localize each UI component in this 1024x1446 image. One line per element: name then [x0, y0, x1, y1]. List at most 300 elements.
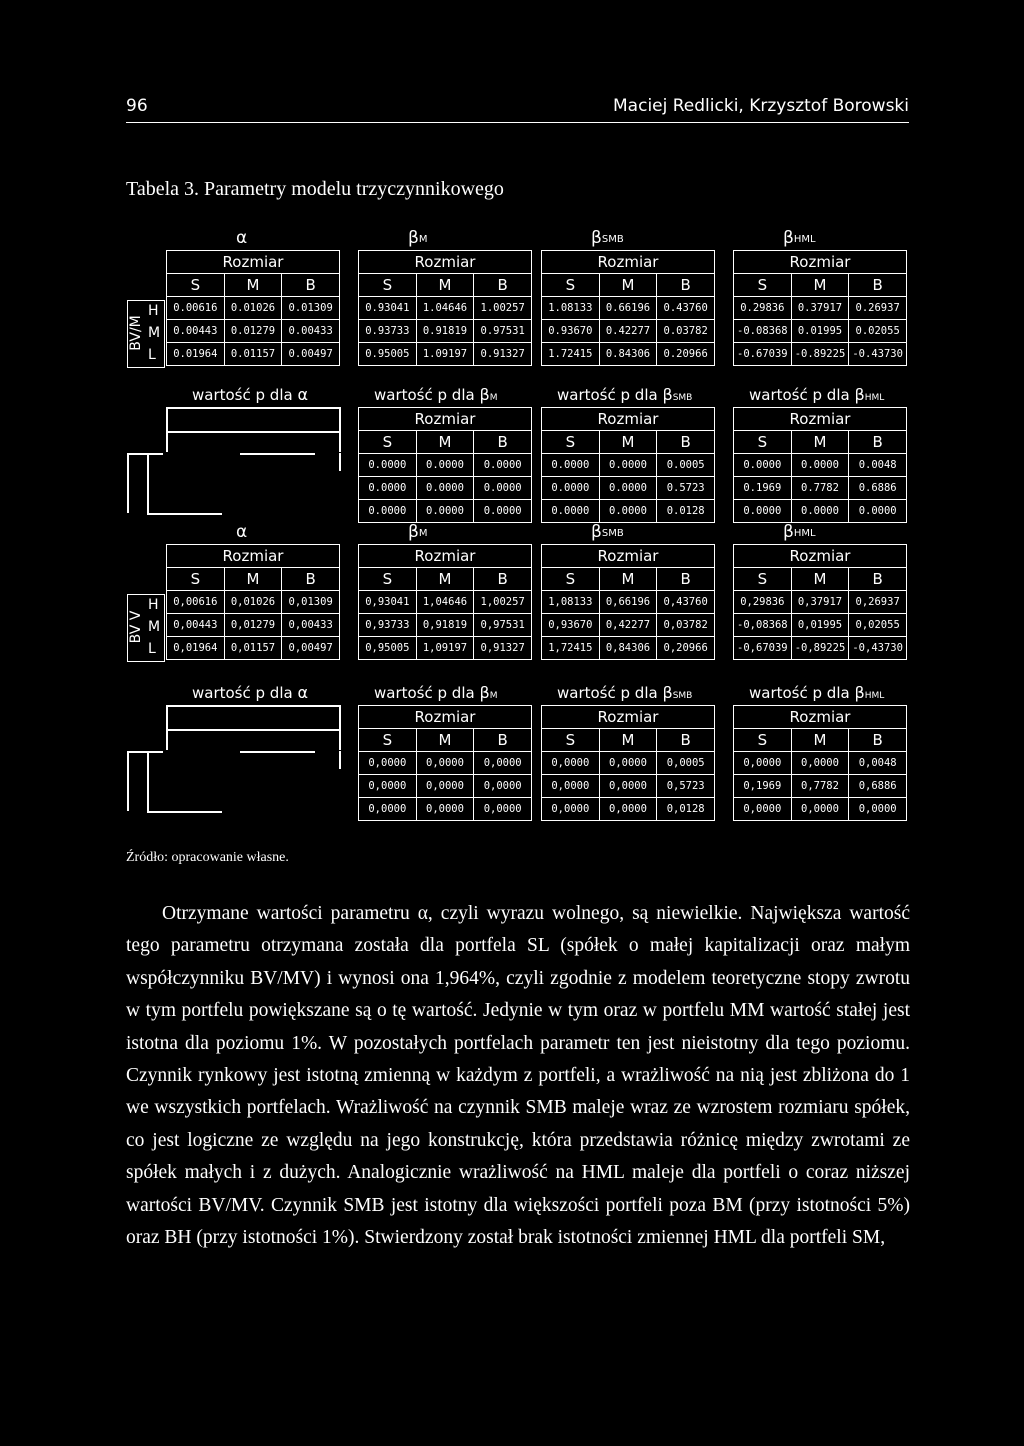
- bvmv-label: BV/M: [128, 315, 144, 351]
- bracket-line: [127, 751, 129, 811]
- table-cell: 0.20966: [657, 343, 715, 366]
- table-cell: 0,01964: [167, 637, 225, 660]
- table-cell: 0.0000: [359, 477, 417, 500]
- pvalue-alpha-frame-top: [166, 407, 340, 409]
- row-label-h: H: [148, 303, 159, 319]
- table-row: [167, 343, 340, 366]
- table-row: [734, 500, 907, 523]
- table-row: [542, 343, 715, 366]
- size-row: [542, 274, 715, 297]
- table-cell: 0,97531: [474, 614, 532, 637]
- size-b: B: [657, 729, 715, 752]
- size-m: M: [416, 431, 474, 454]
- pvalue-alpha-frame-right: [339, 705, 341, 750]
- bracket-line: [240, 453, 315, 455]
- table-cell: 0.7782: [791, 477, 849, 500]
- body-text: [126, 898, 910, 1254]
- table-cell: 0,0048: [849, 752, 907, 775]
- table-cell: 0.93670: [542, 320, 600, 343]
- row-label-m: M: [148, 619, 161, 635]
- table-row: [542, 454, 715, 477]
- size-s: S: [734, 431, 792, 454]
- rozmiar-header: Rozmiar: [359, 408, 532, 431]
- table-cell: 0,0000: [359, 798, 417, 821]
- table-row: [542, 320, 715, 343]
- size-s: S: [167, 568, 225, 591]
- pvalue-title-beta_smb: wartość p dla βSMB: [557, 683, 693, 702]
- size-s: S: [542, 431, 600, 454]
- table-cell: 0,93670: [542, 614, 600, 637]
- pvalue-alpha-frame-right2: [339, 453, 341, 471]
- table-cell: 0,0000: [542, 798, 600, 821]
- table-cell: 0.26937: [849, 297, 907, 320]
- table-cell: 0.0000: [474, 454, 532, 477]
- rozmiar-header: Rozmiar: [734, 706, 907, 729]
- size-b: B: [474, 568, 532, 591]
- size-s: S: [734, 729, 792, 752]
- size-row: [734, 431, 907, 454]
- header-row: [734, 706, 907, 729]
- header-row: [542, 706, 715, 729]
- table-cell: 0,0000: [734, 798, 792, 821]
- size-b: B: [849, 568, 907, 591]
- table-cell: -0.67039: [734, 343, 792, 366]
- size-row: [734, 729, 907, 752]
- table-cell: 0,0000: [474, 752, 532, 775]
- table-cell: 0.0000: [542, 454, 600, 477]
- param-symbol-beta_hml: $\beta_{HML}$: [783, 522, 816, 542]
- table-cell: 1.04646: [416, 297, 474, 320]
- table-cell: -0,89225: [791, 637, 849, 660]
- table-cell: 0.95005: [359, 343, 417, 366]
- table-cell: -0.08368: [734, 320, 792, 343]
- size-b: B: [849, 274, 907, 297]
- table-cell: 0,0000: [542, 775, 600, 798]
- table-row: [734, 454, 907, 477]
- rozmiar-header: Rozmiar: [167, 251, 340, 274]
- param-table-beta_m: [358, 250, 532, 366]
- param-symbol-beta_m: $\beta_M$: [408, 228, 428, 248]
- size-m: M: [224, 568, 282, 591]
- table-cell: 0.84306: [599, 343, 657, 366]
- header-row: [542, 545, 715, 568]
- table-row: [359, 752, 532, 775]
- table-cell: 0.0000: [791, 500, 849, 523]
- table-cell: 0,01309: [282, 591, 340, 614]
- table-cell: 0,93041: [359, 591, 417, 614]
- table-cell: 0.0048: [849, 454, 907, 477]
- table-cell: 0,0128: [657, 798, 715, 821]
- table-cell: -0,43730: [849, 637, 907, 660]
- table-cell: 0,5723: [657, 775, 715, 798]
- table-cell: 0.0000: [416, 454, 474, 477]
- pvalue-title-beta_hml: wartość p dla βHML: [749, 385, 885, 404]
- size-s: S: [734, 568, 792, 591]
- param-table-alpha: [166, 544, 340, 660]
- table-cell: 0.00443: [167, 320, 225, 343]
- size-row: [167, 568, 340, 591]
- table-cell: 0,0005: [657, 752, 715, 775]
- size-s: S: [359, 568, 417, 591]
- table-cell: 0.0000: [849, 500, 907, 523]
- size-b: B: [657, 568, 715, 591]
- table-row: [359, 477, 532, 500]
- table-cell: 0.0000: [542, 477, 600, 500]
- pvalue-alpha-frame-mid: [166, 729, 340, 731]
- size-m: M: [416, 274, 474, 297]
- bracket-line: [147, 453, 149, 513]
- table-row: [359, 614, 532, 637]
- pvalue-title-beta_m: wartość p dla βM: [374, 385, 498, 404]
- header-row: [359, 251, 532, 274]
- table-row: [167, 297, 340, 320]
- table-cell: 0,6886: [849, 775, 907, 798]
- rozmiar-header: Rozmiar: [359, 706, 532, 729]
- table-cell: 0,29836: [734, 591, 792, 614]
- table-cell: 0.01157: [224, 343, 282, 366]
- pvalue-title-beta_m: wartość p dla βM: [374, 683, 498, 702]
- table-cell: 0,00443: [167, 614, 225, 637]
- size-row: [359, 729, 532, 752]
- table-cell: 0,01995: [791, 614, 849, 637]
- rozmiar-header: Rozmiar: [542, 706, 715, 729]
- table-cell: 0.43760: [657, 297, 715, 320]
- table-cell: 1.08133: [542, 297, 600, 320]
- table-cell: 0.0000: [734, 454, 792, 477]
- table-row: [359, 591, 532, 614]
- table-cell: -0,67039: [734, 637, 792, 660]
- table-cell: 1,09197: [416, 637, 474, 660]
- bracket-line: [127, 453, 129, 513]
- rozmiar-header: Rozmiar: [734, 408, 907, 431]
- table-cell: 0.00433: [282, 320, 340, 343]
- table-cell: 0,93733: [359, 614, 417, 637]
- table-row: [167, 637, 340, 660]
- table-cell: 0.00497: [282, 343, 340, 366]
- table-cell: -0,08368: [734, 614, 792, 637]
- table-row: [734, 775, 907, 798]
- table-cell: 0,0000: [734, 752, 792, 775]
- table-cell: 0,01026: [224, 591, 282, 614]
- table-cell: 0,03782: [657, 614, 715, 637]
- table-cell: 0.0000: [416, 477, 474, 500]
- table-row: [734, 343, 907, 366]
- param-table-alpha: [166, 250, 340, 366]
- table-row: [359, 775, 532, 798]
- page-number: 96: [126, 96, 148, 116]
- rozmiar-header: Rozmiar: [734, 251, 907, 274]
- table-cell: 0.01995: [791, 320, 849, 343]
- pvalue-title-alpha: wartość p dla α: [192, 385, 309, 404]
- rozmiar-header: Rozmiar: [542, 408, 715, 431]
- table-row: [359, 343, 532, 366]
- pvalue-alpha-frame-mid: [166, 431, 340, 433]
- bracket-line: [127, 751, 163, 753]
- table-cell: 0.93041: [359, 297, 417, 320]
- table-cell: 1,08133: [542, 591, 600, 614]
- rozmiar-header: Rozmiar: [167, 545, 340, 568]
- size-row: [542, 431, 715, 454]
- size-b: B: [474, 431, 532, 454]
- pvalue-table-beta_m: [358, 407, 532, 523]
- bvmv-label: BV V: [128, 610, 144, 644]
- size-m: M: [791, 729, 849, 752]
- size-m: M: [791, 431, 849, 454]
- table-row: [542, 798, 715, 821]
- table-row: [734, 297, 907, 320]
- table-row: [542, 775, 715, 798]
- header-row: [542, 408, 715, 431]
- rozmiar-header: Rozmiar: [542, 545, 715, 568]
- param-table-beta_hml: [733, 250, 907, 366]
- table-row: [359, 500, 532, 523]
- size-m: M: [599, 274, 657, 297]
- size-s: S: [542, 729, 600, 752]
- table-cell: 0.0000: [542, 500, 600, 523]
- table-row: [734, 591, 907, 614]
- table-cell: 1,00257: [474, 591, 532, 614]
- pvalue-alpha-frame-top: [166, 705, 340, 707]
- source-note: Źródło: opracowanie własne.: [126, 850, 289, 865]
- table-cell: 1,04646: [416, 591, 474, 614]
- table-cell: 0,0000: [599, 798, 657, 821]
- size-s: S: [542, 274, 600, 297]
- table-cell: 0.01279: [224, 320, 282, 343]
- size-b: B: [849, 431, 907, 454]
- table-cell: 0,0000: [359, 752, 417, 775]
- bracket-line: [147, 513, 222, 515]
- table-row: [359, 798, 532, 821]
- header-row: [734, 545, 907, 568]
- table-cell: 0,0000: [416, 752, 474, 775]
- pvalue-alpha-frame-left: [166, 407, 168, 452]
- table-cell: 1.72415: [542, 343, 600, 366]
- table-cell: 0.0000: [599, 454, 657, 477]
- table-row: [734, 798, 907, 821]
- table-row: [167, 591, 340, 614]
- param-table-beta_hml: [733, 544, 907, 660]
- size-b: B: [282, 274, 340, 297]
- param-symbol-beta_m: $\beta_M$: [408, 522, 428, 542]
- table-cell: 0.0000: [474, 477, 532, 500]
- table-cell: 0.00616: [167, 297, 225, 320]
- body-paragraph: Otrzymane wartości parametru α, czyli wyrazu wolnego, są niewielkie. Największa wartość tego parametru otrzymana została dla portfela SL (spółek o małej kapitalizacji oraz małym współczynniku BV/MV) i wynosi ona 1,964%, czyli zgodnie z modelem teoretyczne stopy zwrotu w tym portfelu powiększane są o tę wartość. Jedynie w tym oraz w portfelu MM wartość stałej jest istotna dla poziomu 1%. W pozostałych portfelach parametr ten jest nieistotny dla tego poziomu. Czynnik rynkowy jest istotną zmienną w każdym z portfeli, a wrażliwość na nią jest zbliżona do 1 we wszystkich portfelach. Wrażliwość na czynnik SMB maleje wraz ze wzrostem rozmiaru spółek, co jest logiczne ze względu na jego konstrukcję, która przedstawia różnicę między zwrotami ze spółek małych i z dużych. Analogicznie wrażliwość na HML maleje dla portfeli o coraz niższej wartości BV/MV. Czynnik SMB jest istotny dla większości portfeli poza BM (przy istotności 5%) oraz BH (przy istotności 1%). Stwierdzony został brak istotności zmiennej HML dla portfeli SM,: [126, 903, 910, 1249]
- pvalue-table-beta_smb: [541, 705, 715, 821]
- size-b: B: [849, 729, 907, 752]
- table-cell: 0.29836: [734, 297, 792, 320]
- table-row: [734, 637, 907, 660]
- size-m: M: [224, 274, 282, 297]
- size-m: M: [416, 729, 474, 752]
- param-symbol-beta_smb: $\beta_{SMB}$: [591, 522, 624, 542]
- table-row: [542, 477, 715, 500]
- table-cell: 0,84306: [599, 637, 657, 660]
- table-row: [542, 614, 715, 637]
- table-row: [734, 614, 907, 637]
- table-cell: 0.42277: [599, 320, 657, 343]
- table-cell: 0,26937: [849, 591, 907, 614]
- table-cell: 0,42277: [599, 614, 657, 637]
- table-cell: 0,0000: [849, 798, 907, 821]
- table-cell: 0.0128: [657, 500, 715, 523]
- bracket-line: [240, 751, 315, 753]
- rozmiar-header: Rozmiar: [359, 251, 532, 274]
- size-row: [542, 568, 715, 591]
- table-caption: Tabela 3. Parametry modelu trzyczynnikowego: [126, 178, 504, 200]
- table-row: [359, 454, 532, 477]
- table-row: [734, 477, 907, 500]
- table-cell: 0.01026: [224, 297, 282, 320]
- table-row: [542, 500, 715, 523]
- size-row: [542, 729, 715, 752]
- size-s: S: [359, 729, 417, 752]
- table-row: [359, 637, 532, 660]
- size-m: M: [599, 431, 657, 454]
- table-cell: 0.0005: [657, 454, 715, 477]
- table-cell: 0,0000: [416, 798, 474, 821]
- table-cell: 0,01279: [224, 614, 282, 637]
- table-row: [167, 320, 340, 343]
- table-cell: 0,0000: [474, 798, 532, 821]
- header-row: [167, 545, 340, 568]
- table-cell: -0.43730: [849, 343, 907, 366]
- table-cell: 0.01309: [282, 297, 340, 320]
- header-row: [734, 408, 907, 431]
- param-symbol-beta_smb: $\beta_{SMB}$: [591, 228, 624, 248]
- table-cell: 0.02055: [849, 320, 907, 343]
- table-cell: 0,43760: [657, 591, 715, 614]
- table-cell: 0,20966: [657, 637, 715, 660]
- table-cell: 0,0000: [599, 752, 657, 775]
- pvalue-alpha-frame-right: [339, 407, 341, 452]
- size-row: [734, 568, 907, 591]
- table-cell: 0,00497: [282, 637, 340, 660]
- pvalue-title-beta_smb: wartość p dla βSMB: [557, 385, 693, 404]
- table-cell: 0.91819: [416, 320, 474, 343]
- table-cell: 0,0000: [791, 752, 849, 775]
- table-cell: 1,72415: [542, 637, 600, 660]
- bracket-line: [147, 811, 222, 813]
- param-table-beta_smb: [541, 250, 715, 366]
- table-cell: 0,91819: [416, 614, 474, 637]
- size-s: S: [542, 568, 600, 591]
- header-row: [359, 706, 532, 729]
- table-cell: 0,0000: [359, 775, 417, 798]
- header-row: [167, 251, 340, 274]
- table-cell: 0.66196: [599, 297, 657, 320]
- table-cell: 0,0000: [474, 775, 532, 798]
- header-row: [734, 251, 907, 274]
- param-symbol-beta_hml: $\beta_{HML}$: [783, 228, 816, 248]
- table-row: [542, 752, 715, 775]
- param-symbol-alpha: α: [236, 522, 248, 542]
- table-cell: 0,0000: [599, 775, 657, 798]
- size-s: S: [359, 274, 417, 297]
- size-m: M: [599, 568, 657, 591]
- rozmiar-header: Rozmiar: [359, 545, 532, 568]
- table-row: [359, 320, 532, 343]
- size-row: [359, 568, 532, 591]
- table-cell: 0.37917: [791, 297, 849, 320]
- table-cell: 0.0000: [359, 454, 417, 477]
- header-row: [359, 408, 532, 431]
- param-table-beta_m: [358, 544, 532, 660]
- table-cell: 0.0000: [734, 500, 792, 523]
- row-label-l: L: [148, 347, 156, 363]
- rozmiar-header: Rozmiar: [542, 251, 715, 274]
- table-row: [734, 320, 907, 343]
- param-symbol-alpha: α: [236, 228, 248, 248]
- table-cell: 0.0000: [359, 500, 417, 523]
- table-row: [542, 637, 715, 660]
- size-b: B: [474, 274, 532, 297]
- row-label-box: [127, 594, 165, 662]
- table-cell: 0.03782: [657, 320, 715, 343]
- running-header: [126, 96, 909, 123]
- table-row: [734, 752, 907, 775]
- table-cell: 0.1969: [734, 477, 792, 500]
- table-cell: 0,00433: [282, 614, 340, 637]
- size-row: [359, 274, 532, 297]
- table-row: [542, 591, 715, 614]
- table-row: [167, 614, 340, 637]
- table-cell: 0.97531: [474, 320, 532, 343]
- table-cell: 0.0000: [416, 500, 474, 523]
- table-cell: 0.93733: [359, 320, 417, 343]
- size-m: M: [416, 568, 474, 591]
- table-cell: 0,66196: [599, 591, 657, 614]
- running-head-authors: Maciej Redlicki, Krzysztof Borowski: [613, 96, 909, 116]
- size-b: B: [282, 568, 340, 591]
- size-row: [359, 431, 532, 454]
- table-cell: 0,00616: [167, 591, 225, 614]
- header-row: [359, 545, 532, 568]
- row-label-m: M: [148, 325, 161, 341]
- size-m: M: [791, 274, 849, 297]
- size-s: S: [167, 274, 225, 297]
- table-cell: 0.01964: [167, 343, 225, 366]
- row-label-l: L: [148, 641, 156, 657]
- table-row: [542, 297, 715, 320]
- table-cell: 1.09197: [416, 343, 474, 366]
- table-cell: 0.6886: [849, 477, 907, 500]
- size-s: S: [359, 431, 417, 454]
- table-cell: 0.91327: [474, 343, 532, 366]
- table-cell: 1.00257: [474, 297, 532, 320]
- row-label-h: H: [148, 597, 159, 613]
- bracket-line: [147, 751, 149, 811]
- table-row: [359, 297, 532, 320]
- table-cell: 0,02055: [849, 614, 907, 637]
- table-cell: 0,37917: [791, 591, 849, 614]
- table-cell: 0,1969: [734, 775, 792, 798]
- pvalue-alpha-frame-left: [166, 705, 168, 750]
- table-cell: 0,95005: [359, 637, 417, 660]
- size-m: M: [599, 729, 657, 752]
- pvalue-table-beta_m: [358, 705, 532, 821]
- table-cell: 0,7782: [791, 775, 849, 798]
- size-row: [167, 274, 340, 297]
- table-cell: 0.0000: [599, 477, 657, 500]
- size-row: [734, 274, 907, 297]
- size-b: B: [657, 274, 715, 297]
- size-b: B: [474, 729, 532, 752]
- table-cell: 0,0000: [791, 798, 849, 821]
- table-cell: 0,0000: [542, 752, 600, 775]
- size-s: S: [734, 274, 792, 297]
- pvalue-table-beta_hml: [733, 407, 907, 523]
- pvalue-table-beta_smb: [541, 407, 715, 523]
